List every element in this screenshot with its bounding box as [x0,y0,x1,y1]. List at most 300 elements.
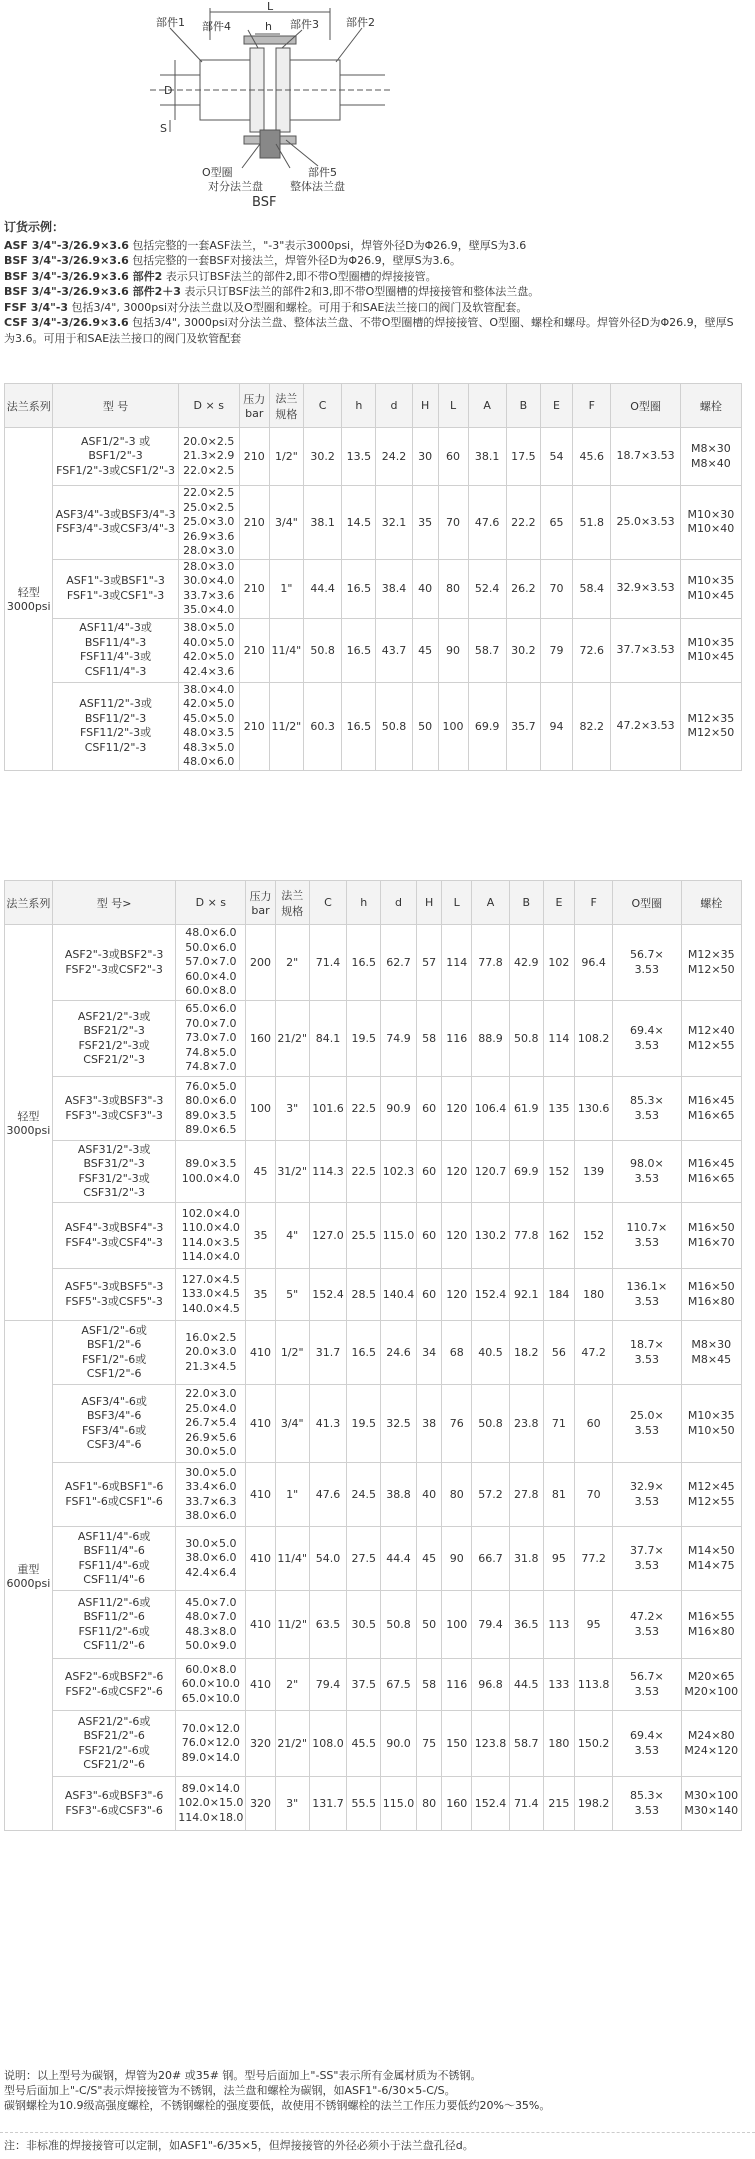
cell-l: 150 [442,1711,472,1777]
header-f: F [575,881,613,925]
cell-bolt: M12×35 M12×50 [681,925,741,1001]
cell-b: 58.7 [509,1711,543,1777]
cell-oring: 37.7× 3.53 [613,1527,681,1591]
cell-d: 44.4 [381,1527,417,1591]
order-line [4,269,744,285]
cell-oring: 56.7× 3.53 [613,1659,681,1711]
cell-dxs: 38.0×5.0 40.0×5.0 42.0×5.0 42.4×3.6 [178,618,239,682]
cell-oring: 25.0× 3.53 [613,1385,681,1463]
cell-dxs: 127.0×4.5 133.0×4.5 140.0×4.5 [176,1269,246,1321]
cell-pressure: 410 [246,1321,276,1385]
cell-oring: 18.7×3.53 [611,428,680,486]
cell-b: 42.9 [509,925,543,1001]
cell-a: 130.2 [472,1203,510,1269]
cell-d: 115.0 [381,1777,417,1831]
cell-model: ASF11/2"-6或 BSF11/2"-6 FSF11/2"-6或 CSF11/2"-6 [52,1591,176,1659]
cell-d: 74.9 [381,1001,417,1077]
label-whole-flange: 整体法兰盘 [290,180,345,193]
cell-spec: 5" [275,1269,309,1321]
cell-f: 95 [575,1591,613,1659]
cell-model: ASF4"-3或BSF4"-3 FSF4"-3或CSF4"-3 [52,1203,176,1269]
cell-a: 88.9 [472,1001,510,1077]
cell-model: ASF3"-3或BSF3"-3 FSF3"-3或CSF3"-3 [52,1077,176,1141]
cell-oring: 110.7× 3.53 [613,1203,681,1269]
cell-d: 32.5 [381,1385,417,1463]
header-h: H [412,384,438,428]
cell-e: 81 [543,1463,575,1527]
cell-bolt: M12×40 M12×55 [681,1001,741,1077]
cell-c: 54.0 [309,1527,347,1591]
cell-c: 127.0 [309,1203,347,1269]
cell-c: 60.3 [303,682,341,770]
cell-spec: 1" [269,559,303,618]
cell-e: 135 [543,1077,575,1141]
cell-dxs: 16.0×2.5 20.0×3.0 21.3×4.5 [176,1321,246,1385]
order-desc: 表示只订BSF法兰的部件2,即不带O型圈槽的焊接接管。 [162,269,437,283]
label-part3: 部件3 [290,18,319,31]
cell-h: 27.5 [347,1527,381,1591]
order-code: BSF 3/4"-3/26.9×3.6 部件2＋3 [4,285,181,298]
cell-a: 152.4 [472,1777,510,1831]
cell-h: 58 [416,1001,442,1077]
cell-c: 114.3 [309,1141,347,1203]
cell-d: 50.8 [376,682,412,770]
cell-l: 116 [442,1001,472,1077]
cell-l: 100 [438,682,468,770]
order-examples [4,220,744,346]
cell-d: 32.1 [376,486,412,560]
order-line [4,300,744,316]
cell-f: 60 [575,1385,613,1463]
cell-c: 63.5 [309,1591,347,1659]
cell-b: 71.4 [509,1777,543,1831]
cell-spec: 21/2" [275,1001,309,1077]
cell-h: 45.5 [347,1711,381,1777]
series-table-2 [4,880,742,1831]
cell-bolt: M16×50 M16×70 [681,1203,741,1269]
cell-h: 60 [416,1269,442,1321]
cell-oring: 47.2×3.53 [611,682,680,770]
label-part4: 部件4 [202,20,231,33]
cell-model: ASF31/2"-3或 BSF31/2"-3 FSF31/2"-3或 CSF31/2"-3 [52,1141,176,1203]
cell-spec: 3" [275,1077,309,1141]
cell-dxs: 70.0×12.0 76.0×12.0 89.0×14.0 [176,1711,246,1777]
note-line-3: 碳钢螺栓为10.9级高强度螺栓，不锈钢螺栓的强度要低，故使用不锈钢螺栓的法兰工作压力要低约20%～35%。 [4,2099,551,2112]
cell-model: ASF2"-3或BSF2"-3 FSF2"-3或CSF2"-3 [52,925,176,1001]
order-desc: 表示只订BSF法兰的部件2和3,即不带O型圈槽的焊接接管和整体法兰盘。 [180,285,540,298]
cell-h: 30.5 [347,1591,381,1659]
cell-b: 27.8 [509,1463,543,1527]
cell-a: 106.4 [472,1077,510,1141]
cell-l: 100 [442,1591,472,1659]
cell-h: 50 [416,1591,442,1659]
cell-e: 152 [543,1141,575,1203]
cell-pressure: 210 [239,682,269,770]
cell-d: 67.5 [381,1659,417,1711]
cell-h: 60 [416,1203,442,1269]
header-spec: 法兰规格 [269,384,303,428]
cell-c: 38.1 [303,486,341,560]
order-desc: 包括完整的一套ASF法兰，"-3"表示3000psi，焊管外径D为Φ26.9，壁厚S为3.6 [128,238,527,252]
header-b: B [509,881,543,925]
cell-h: 16.5 [342,618,376,682]
cell-l: 120 [442,1203,472,1269]
cell-c: 30.2 [303,428,341,486]
cell-e: 180 [543,1711,575,1777]
cell-a: 123.8 [472,1711,510,1777]
table-row [5,1385,742,1463]
cell-h: 25.5 [347,1203,381,1269]
cell-b: 77.8 [509,1203,543,1269]
cell-h: 19.5 [347,1385,381,1463]
cell-c: 101.6 [309,1077,347,1141]
header-model: 型 号 [53,384,178,428]
cell-l: 80 [442,1463,472,1527]
cell-a: 77.8 [472,925,510,1001]
header-h: H [416,881,442,925]
cell-h: 80 [416,1777,442,1831]
table-row [5,559,742,618]
cell-pressure: 410 [246,1527,276,1591]
cell-b: 31.8 [509,1527,543,1591]
cell-model: ASF1"-3或BSF1"-3 FSF1"-3或CSF1"-3 [53,559,178,618]
cell-pressure: 160 [246,1001,276,1077]
light-series-table [4,383,742,771]
cell-e: 54 [540,428,572,486]
cell-dxs: 22.0×3.0 25.0×4.0 26.7×5.4 26.9×5.6 30.0×5.0 [176,1385,246,1463]
cell-bolt: M16×55 M16×80 [681,1591,741,1659]
cell-h: 45 [416,1527,442,1591]
header-oring: O型圈 [611,384,680,428]
cell-b: 44.5 [509,1659,543,1711]
cell-spec: 1/2" [275,1321,309,1385]
cell-spec: 3/4" [269,486,303,560]
table-row [5,1001,742,1077]
header-f: F [573,384,611,428]
cell-l: 70 [438,486,468,560]
series-group-label: 轻型3000psi [5,925,53,1321]
label-oring: O型圈 [202,166,233,179]
cell-f: 150.2 [575,1711,613,1777]
header-model: 型 号> [52,881,176,925]
cell-bolt: M16×50 M16×80 [681,1269,741,1321]
cell-l: 90 [438,618,468,682]
cell-pressure: 320 [246,1711,276,1777]
header-c: C [309,881,347,925]
cell-oring: 32.9×3.53 [611,559,680,618]
label-S: S [160,122,167,135]
cell-l: 120 [442,1269,472,1321]
cell-bolt: M24×80 M24×120 [681,1711,741,1777]
cell-bolt: M12×45 M12×55 [681,1463,741,1527]
cell-h: 14.5 [342,486,376,560]
table-row [5,925,742,1001]
cell-h: 22.5 [347,1141,381,1203]
table-row [5,1777,742,1831]
cell-l: 68 [442,1321,472,1385]
cell-h: 30 [412,428,438,486]
cell-pressure: 100 [246,1077,276,1141]
header-h: h [342,384,376,428]
cell-e: 70 [540,559,572,618]
cell-pressure: 320 [246,1777,276,1831]
table-row [5,1077,742,1141]
cell-spec: 11/4" [269,618,303,682]
cell-spec: 3/4" [275,1385,309,1463]
table-row [5,1203,742,1269]
label-bsf: BSF [252,195,277,210]
cell-e: 79 [540,618,572,682]
header-row [5,384,742,428]
bsf-flange-diagram [140,0,400,212]
cell-a: 52.4 [468,559,506,618]
cell-a: 40.5 [472,1321,510,1385]
cell-h: 45 [412,618,438,682]
cell-f: 113.8 [575,1659,613,1711]
cell-model: ASF5"-3或BSF5"-3 FSF5"-3或CSF5"-3 [52,1269,176,1321]
cell-f: 47.2 [575,1321,613,1385]
cell-c: 79.4 [309,1659,347,1711]
cell-l: 114 [442,925,472,1001]
cell-dxs: 76.0×5.0 80.0×6.0 89.0×3.5 89.0×6.5 [176,1077,246,1141]
header-series: 法兰系列 [5,881,53,925]
cell-a: 58.7 [468,618,506,682]
header-dxs: D × s [176,881,246,925]
cell-pressure: 45 [246,1141,276,1203]
cell-d: 38.4 [376,559,412,618]
cell-f: 152 [575,1203,613,1269]
note-line-2: 型号后面加上"-C/S"表示焊接接管为不锈钢，法兰盘和螺栓为碳钢，如ASF1"-6/30×5-C/S。 [4,2084,456,2097]
order-line [4,238,744,254]
cell-c: 50.8 [303,618,341,682]
cell-dxs: 38.0×4.0 42.0×5.0 45.0×5.0 48.0×3.5 48.3×5.0 48.0×6.0 [178,682,239,770]
cell-h: 24.5 [347,1463,381,1527]
cell-pressure: 410 [246,1591,276,1659]
cell-h: 40 [416,1463,442,1527]
cell-b: 50.8 [509,1001,543,1077]
order-code: BSF 3/4"-3/26.9×3.6 [4,254,129,267]
footer-note: 注：非标准的焊接接管可以定制，如ASF1"-6/35×5，但焊接接管的外径必须小于法兰盘孔径d。 [4,2139,474,2152]
cell-b: 61.9 [509,1077,543,1141]
cell-oring: 18.7× 3.53 [613,1321,681,1385]
header-bolt: 螺栓 [680,384,741,428]
cell-h: 60 [416,1141,442,1203]
series-group-label: 轻型3000psi [5,428,53,771]
table-row [5,428,742,486]
label-part5: 部件5 [308,166,337,179]
header-a: A [472,881,510,925]
cell-e: 113 [543,1591,575,1659]
divider [0,2132,755,2133]
cell-a: 47.6 [468,486,506,560]
cell-a: 152.4 [472,1269,510,1321]
table-row [5,1321,742,1385]
cell-b: 26.2 [506,559,540,618]
header-d: d [376,384,412,428]
cell-f: 130.6 [575,1077,613,1141]
label-part1: 部件1 [156,16,185,29]
cell-bolt: M16×45 M16×65 [681,1141,741,1203]
cell-a: 57.2 [472,1463,510,1527]
cell-bolt: M10×35 M10×45 [680,618,741,682]
cell-spec: 2" [275,1659,309,1711]
cell-d: 102.3 [381,1141,417,1203]
cell-oring: 25.0×3.53 [611,486,680,560]
cell-a: 38.1 [468,428,506,486]
cell-c: 131.7 [309,1777,347,1831]
cell-b: 17.5 [506,428,540,486]
cell-c: 71.4 [309,925,347,1001]
cell-c: 41.3 [309,1385,347,1463]
cell-dxs: 30.0×5.0 38.0×6.0 42.4×6.4 [176,1527,246,1591]
order-desc: 包括3/4", 3000psi对分法兰盘以及O型圈和螺栓。可用于和SAE法兰接口的阀门及软管配套。 [68,300,528,314]
cell-l: 60 [438,428,468,486]
order-lines [4,238,744,347]
header-l: L [438,384,468,428]
cell-h: 28.5 [347,1269,381,1321]
header-row [5,881,742,925]
header-pressure: 压力bar [246,881,276,925]
header-spec: 法兰规格 [275,881,309,925]
cell-bolt: M10×30 M10×40 [680,486,741,560]
cell-b: 36.5 [509,1591,543,1659]
cell-dxs: 28.0×3.0 30.0×4.0 33.7×3.6 35.0×4.0 [178,559,239,618]
header-c: C [303,384,341,428]
cell-pressure: 210 [239,428,269,486]
cell-oring: 69.4× 3.53 [613,1711,681,1777]
cell-e: 65 [540,486,572,560]
cell-d: 90.0 [381,1711,417,1777]
table-row [5,1591,742,1659]
order-line [4,284,744,300]
cell-d: 50.8 [381,1591,417,1659]
cell-h: 16.5 [342,559,376,618]
cell-oring: 136.1× 3.53 [613,1269,681,1321]
cell-dxs: 20.0×2.5 21.3×2.9 22.0×2.5 [178,428,239,486]
cell-pressure: 210 [239,486,269,560]
cell-spec: 11/2" [275,1591,309,1659]
table-row [5,1269,742,1321]
cell-a: 96.8 [472,1659,510,1711]
cell-f: 82.2 [573,682,611,770]
cell-pressure: 200 [246,925,276,1001]
cell-dxs: 45.0×7.0 48.0×7.0 48.3×8.0 50.0×9.0 [176,1591,246,1659]
header-d: d [381,881,417,925]
cell-spec: 11/4" [275,1527,309,1591]
header-a: A [468,384,506,428]
cell-b: 18.2 [509,1321,543,1385]
cell-bolt: M20×65 M20×100 [681,1659,741,1711]
cell-f: 58.4 [573,559,611,618]
cell-bolt: M10×35 M10×45 [680,559,741,618]
cell-model: ASF11/4"-6或 BSF11/4"-6 FSF11/4"-6或 CSF11/4"-6 [52,1527,176,1591]
cell-e: 114 [543,1001,575,1077]
cell-bolt: M12×35 M12×50 [680,682,741,770]
cell-h: 55.5 [347,1777,381,1831]
cell-d: 140.4 [381,1269,417,1321]
header-e: E [540,384,572,428]
cell-bolt: M8×30 M8×45 [681,1321,741,1385]
cell-model: ASF1"-6或BSF1"-6 FSF1"-6或CSF1"-6 [52,1463,176,1527]
label-split-flange: 对分法兰盘 [208,180,263,193]
order-code: CSF 3/4"-3/26.9×3.6 [4,316,129,329]
cell-b: 92.1 [509,1269,543,1321]
cell-e: 94 [540,682,572,770]
cell-model: ASF1/2"-6或 BSF1/2"-6 FSF1/2"-6或 CSF1/2"-6 [52,1321,176,1385]
cell-c: 47.6 [309,1463,347,1527]
table-row [5,1463,742,1527]
cell-spec: 4" [275,1203,309,1269]
cell-oring: 85.3× 3.53 [613,1077,681,1141]
table-row [5,486,742,560]
cell-a: 50.8 [472,1385,510,1463]
cell-dxs: 65.0×6.0 70.0×7.0 73.0×7.0 74.8×5.0 74.8×7.0 [176,1001,246,1077]
order-code: BSF 3/4"-3/26.9×3.6 部件2 [4,269,163,283]
cell-model: ASF3/4"-6或 BSF3/4"-6 FSF3/4"-6或 CSF3/4"-6 [52,1385,176,1463]
cell-d: 62.7 [381,925,417,1001]
cell-f: 72.6 [573,618,611,682]
order-line [4,315,744,346]
cell-h: 75 [416,1711,442,1777]
cell-bolt: M10×35 M10×50 [681,1385,741,1463]
cell-model: ASF1/2"-3 或 BSF1/2"-3 FSF1/2"-3或CSF1/2"-3 [53,428,178,486]
cell-dxs: 60.0×8.0 60.0×10.0 65.0×10.0 [176,1659,246,1711]
cell-h: 37.5 [347,1659,381,1711]
cell-model: ASF3"-6或BSF3"-6 FSF3"-6或CSF3"-6 [52,1777,176,1831]
cell-spec: 3" [275,1777,309,1831]
cell-h: 13.5 [342,428,376,486]
cell-bolt: M30×100 M30×140 [681,1777,741,1831]
cell-dxs: 102.0×4.0 110.0×4.0 114.0×3.5 114.0×4.0 [176,1203,246,1269]
cell-h: 38 [416,1385,442,1463]
cell-c: 84.1 [309,1001,347,1077]
order-title: 订货示例： [4,220,65,234]
header-e: E [543,881,575,925]
cell-e: 95 [543,1527,575,1591]
cell-model: ASF11/4"-3或BSF11/4"-3 FSF11/4"-3或CSF11/4"-3 [53,618,178,682]
cell-e: 184 [543,1269,575,1321]
order-line [4,253,744,269]
cell-e: 133 [543,1659,575,1711]
cell-c: 152.4 [309,1269,347,1321]
cell-l: 160 [442,1777,472,1831]
cell-model: ASF21/2"-6或 BSF21/2"-6 FSF21/2"-6或 CSF21/2"-6 [52,1711,176,1777]
cell-a: 66.7 [472,1527,510,1591]
cell-f: 45.6 [573,428,611,486]
cell-spec: 1" [275,1463,309,1527]
cell-d: 115.0 [381,1203,417,1269]
cell-dxs: 89.0×14.0 102.0×15.0 114.0×18.0 [176,1777,246,1831]
table-row [5,682,742,770]
cell-a: 79.4 [472,1591,510,1659]
cell-a: 69.9 [468,682,506,770]
cell-h: 19.5 [347,1001,381,1077]
label-part2: 部件2 [346,16,375,29]
cell-bolt: M14×50 M14×75 [681,1527,741,1591]
cell-h: 16.5 [347,1321,381,1385]
cell-l: 120 [442,1141,472,1203]
cell-c: 44.4 [303,559,341,618]
cell-h: 50 [412,682,438,770]
cell-e: 162 [543,1203,575,1269]
cell-b: 23.8 [509,1385,543,1463]
cell-f: 70 [575,1463,613,1527]
header-series: 法兰系列 [5,384,53,428]
cell-a: 120.7 [472,1141,510,1203]
cell-spec: 2" [275,925,309,1001]
table-row [5,1659,742,1711]
table-row [5,618,742,682]
